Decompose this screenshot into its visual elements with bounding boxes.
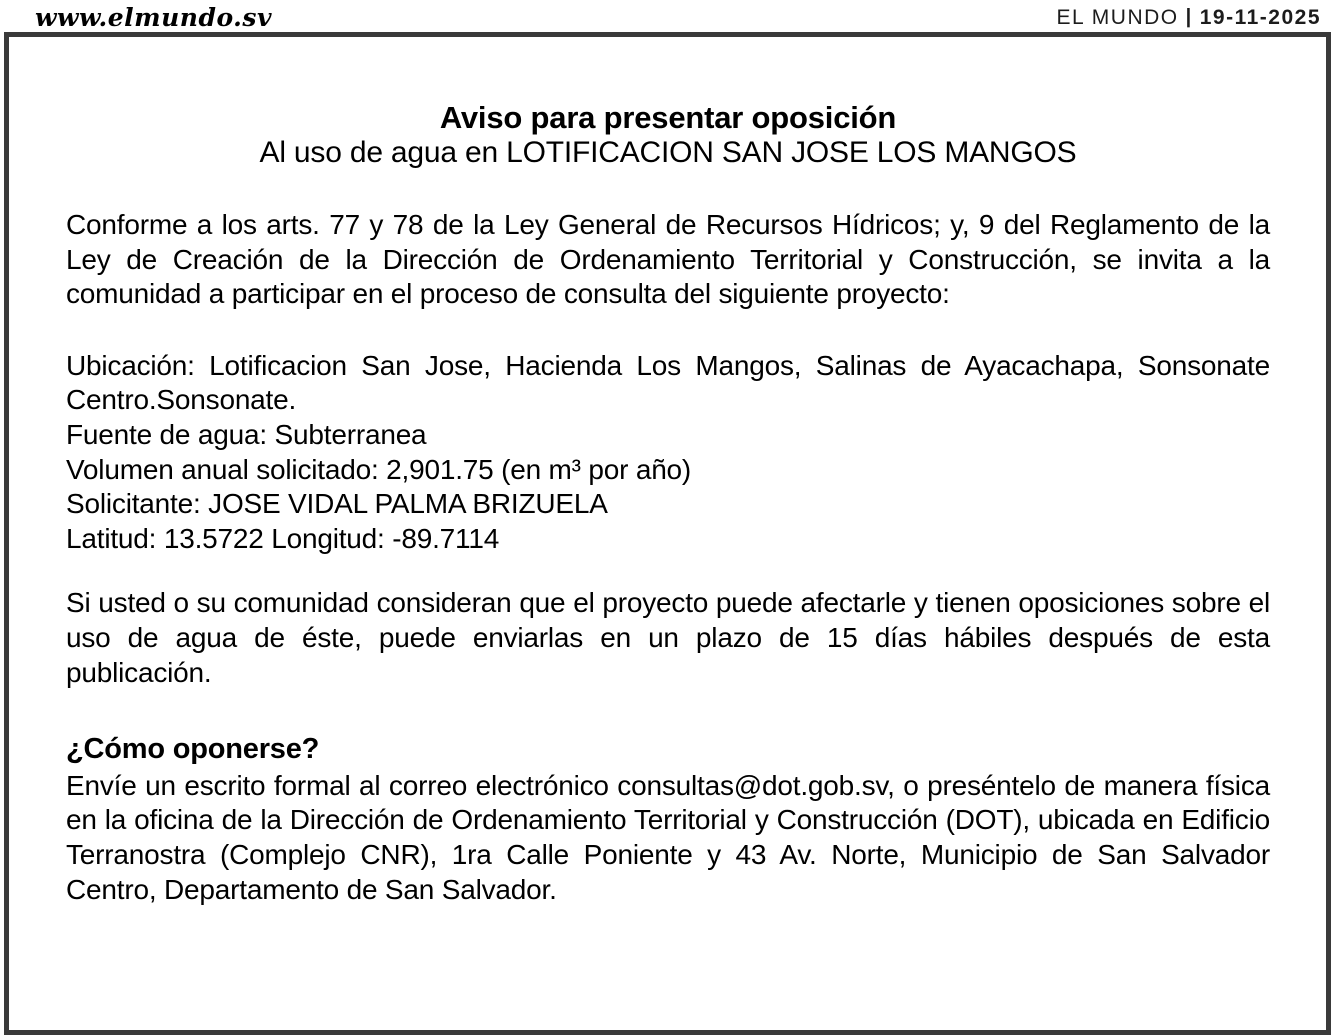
detail-coordenadas: Latitud: 13.5722 Longitud: -89.7114 (66, 522, 500, 554)
notice-content (9, 37, 1326, 907)
masthead (1057, 5, 1321, 28)
notice-frame (4, 32, 1331, 1035)
site-url-logo: www.elmundo.sv (35, 2, 272, 32)
detail-volumen-anual: Volumen anual solicitado: 2,901.75 (en m³ por año) (66, 453, 692, 485)
notice-subtitle: Al uso de agua en LOTIFICACION SAN JOSE LOS MANGOS (259, 136, 1077, 169)
masthead-separator: | (1185, 6, 1193, 28)
plazo-paragraph: Si usted o su comunidad consideran que el proyecto puede afectarle y tienen oposiciones sobre el uso de agua de éste, puede enviarlas en un plazo de 15 días hábiles después de esta publicación. (66, 587, 1270, 688)
detail-solicitante: Solicitante: JOSE VIDAL PALMA BRIZUELA (66, 488, 608, 520)
notice-title: Aviso para presentar oposición (439, 100, 897, 135)
detail-ubicacion: Ubicación: Lotificacion San Jose, Hacienda Los Mangos, Salinas de Ayacachapa, Sonsonate Centro.Sonsonate. (66, 349, 1270, 416)
masthead-name: EL MUNDO (1056, 5, 1179, 29)
page-header (0, 0, 1335, 32)
como-oponerse-body: Envíe un escrito formal al correo electrónico consultas@dot.gob.sv, o preséntelo de manera física en la oficina de la Dirección de Ordenamiento Territorial y Construcción (DOT), ubicada en Edificio Terranostra (Complejo CNR), 1ra Calle Poniente y 43 Av. Norte, Municipio de San Salvador Centro, Departamento de San Salvador. (66, 769, 1270, 905)
como-oponerse-heading: ¿Cómo oponerse? (66, 733, 320, 766)
detail-fuente-agua: Fuente de agua: Subterranea (66, 418, 427, 450)
intro-paragraph: Conforme a los arts. 77 y 78 de la Ley General de Recursos Hídricos; y, 9 del Reglamento de la Ley de Creación de la Dirección de Ordenamiento Territorial y Construcción, se invita a la comunidad a participar en el proceso de consulta del siguiente proyecto: (66, 209, 1270, 310)
project-details (66, 349, 1270, 557)
publication-date: 19-11-2025 (1199, 5, 1321, 29)
